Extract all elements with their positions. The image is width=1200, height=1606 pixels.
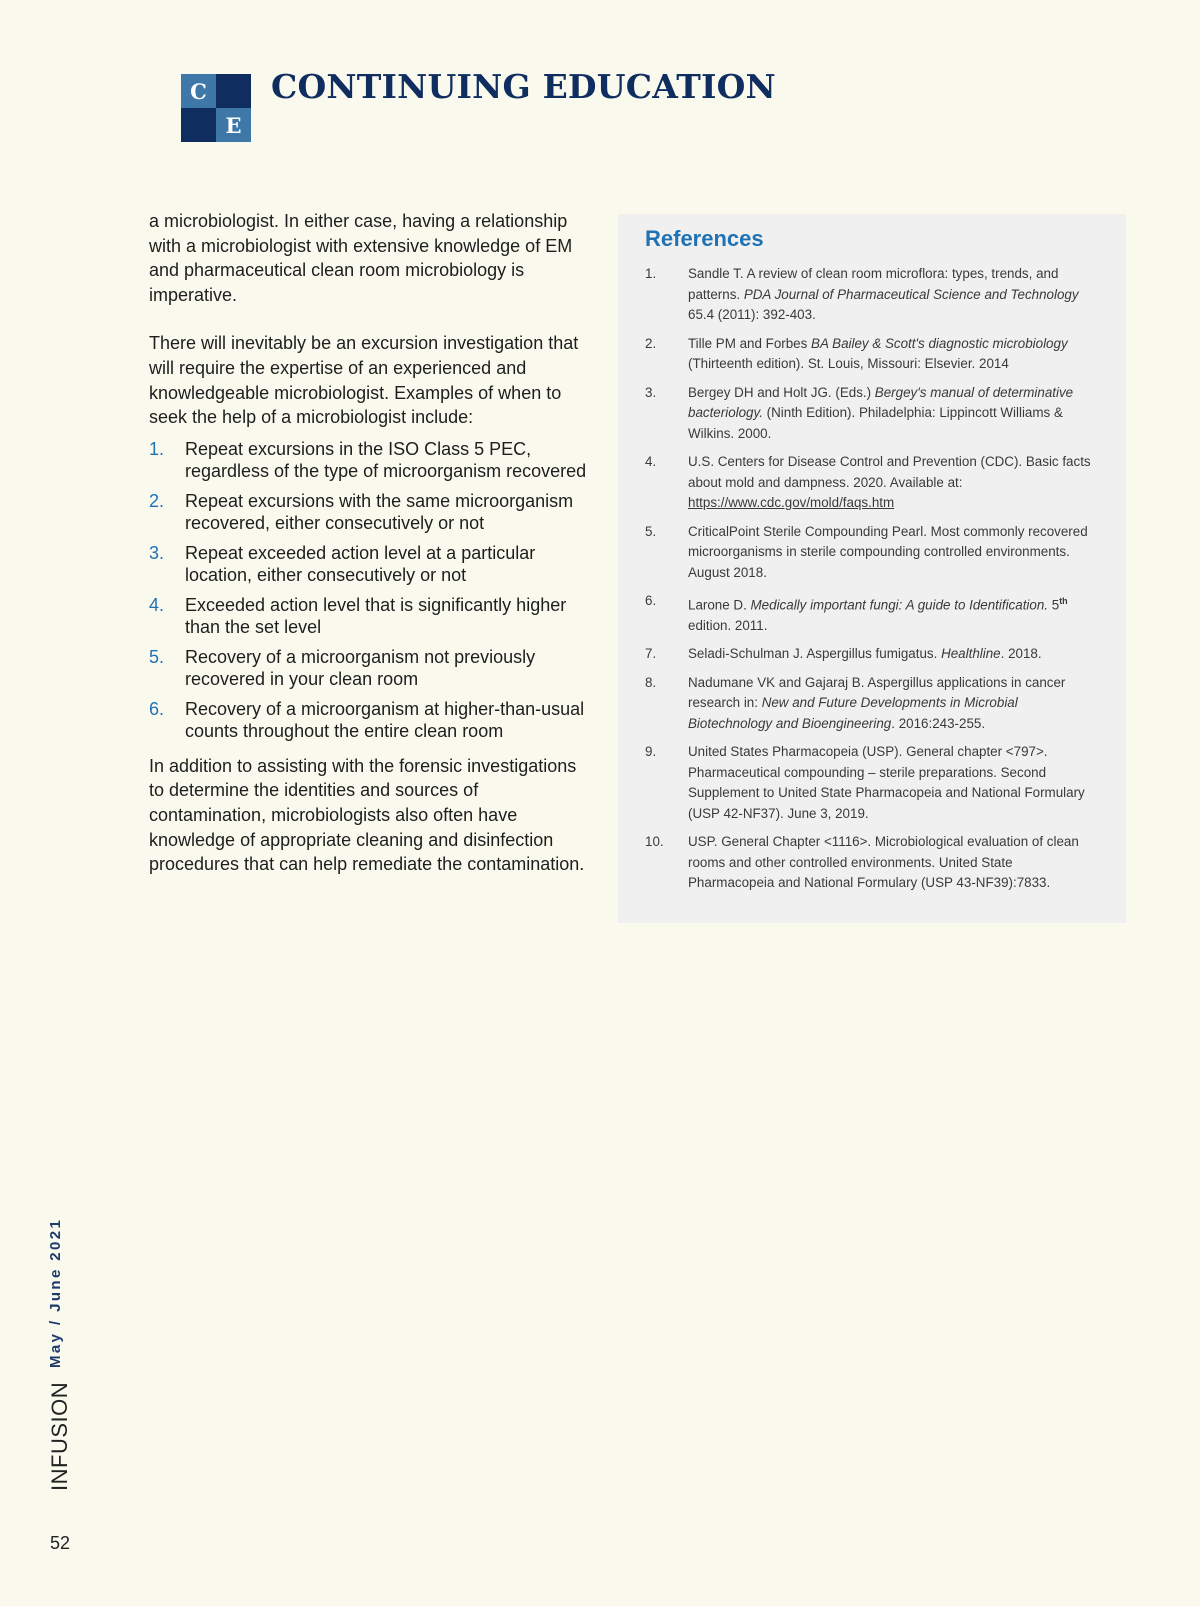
- list-text: Repeat excursions with the same microorganism recovered, either consecutively or not: [185, 490, 574, 534]
- ce-logo-letter-e: E: [216, 108, 251, 142]
- references-list: [645, 264, 1100, 902]
- paragraph: There will inevitably be an excursion investigation that will require the expertise of an experienced and knowledgeable microbiologist. Examples of when to seek the help of a microbiologist include:: [149, 333, 579, 428]
- list-number: 6.: [149, 698, 165, 719]
- numbered-list: [149, 438, 589, 743]
- reference-item: 5. CriticalPoint Sterile Compounding Pearl. Most commonly recovered microorganisms in sterile compounding controlled environments. August 2018.: [645, 523, 1088, 580]
- list-text: Repeat excursions in the ISO Class 5 PEC, regardless of the type of microorganism recovered: [185, 438, 587, 482]
- cdc-link[interactable]: https://www.cdc.gov/mold/faqs.htm: [688, 495, 895, 510]
- reference-item: 7. Seladi-Schulman J. Aspergillus fumigatus. Healthline. 2018.: [645, 646, 1042, 662]
- list-item: [149, 594, 589, 639]
- list-item: [149, 490, 589, 535]
- page-title: CONTINUING EDUCATION: [271, 67, 776, 106]
- references-title: References: [645, 226, 764, 251]
- reference-item: 9. United States Pharmacopeia (USP). General chapter <797>. Pharmaceutical compounding – sterile preparations. Second Supplement to United State Pharmacopeia and National Formulary (USP 42-NF37). June 3, 2019.: [645, 744, 1085, 821]
- ce-logo-block: [216, 74, 251, 108]
- reference-item: 10. USP. General Chapter <1116>. Microbiological evaluation of clean rooms and other controlled environments. United State Pharmacopeia and National Formulary (USP 43-NF39):7833.: [645, 834, 1079, 891]
- list-text: Exceeded action level that is significantly higher than the set level: [185, 594, 567, 638]
- list-number: 4.: [149, 594, 165, 615]
- reference-item: 1. Sandle T. A review of clean room microflora: types, trends, and patterns. PDA Journal of Pharmaceutical Science and Technology 65.4 (2011): 392-403.: [645, 266, 1079, 322]
- infusion-logo: INFUSION: [47, 1381, 72, 1491]
- reference-item: 6. Larone D. Medically important fungi: A guide to Identification. 5th edition. 2011.: [645, 593, 1068, 633]
- list-text: Recovery of a microorganism not previously recovered in your clean room: [185, 646, 536, 690]
- references-panel: [618, 214, 1126, 923]
- page-number: 52: [50, 1533, 71, 1553]
- reference-item: 4. U.S. Centers for Disease Control and Prevention (CDC). Basic facts about mold and dampness. 2020. Available at: https://www.cdc.gov/mold/faqs.htm: [645, 454, 1091, 510]
- reference-item: 3. Bergey DH and Holt JG. (Eds.) Bergey's manual of determinative bacteriology. (Ninth Edition). Philadelphia: Lippincott Williams & Wilkins. 2000.: [645, 384, 1074, 441]
- list-text: Repeat exceeded action level at a particular location, either consecutively or not: [185, 542, 536, 586]
- list-item: [149, 542, 589, 587]
- list-item: [149, 646, 589, 691]
- list-item: [149, 698, 589, 743]
- list-number: 2.: [149, 490, 165, 511]
- paragraph: a microbiologist. In either case, having a relationship with a microbiologist with extensive knowledge of EM and pharmaceutical clean room microbiology is imperative.: [149, 211, 573, 305]
- list-number: 3.: [149, 542, 165, 563]
- list-item: [149, 438, 589, 483]
- paragraph: In addition to assisting with the forensic investigations to determine the identities and sources of contamination, microbiologists also often have knowledge of appropriate cleaning and disinfection procedures that can help remediate the contamination.: [149, 755, 585, 875]
- ce-logo-block: [181, 108, 216, 142]
- list-text: Recovery of a microorganism at higher-than-usual counts throughout the entire clean room: [185, 698, 585, 742]
- reference-item: 8. Nadumane VK and Gajaraj B. Aspergillus applications in cancer research in: New and Future Developments in Microbial Biotechnology and Bioengineering. 2016:243-255.: [645, 674, 1066, 731]
- list-number: 1.: [149, 438, 165, 459]
- issue-date: May / June 2021: [47, 1217, 64, 1368]
- reference-item: 2. Tille PM and Forbes BA Bailey & Scott's diagnostic microbiology (Thirteenth edition). St. Louis, Missouri: Elsevier. 2014: [645, 335, 1068, 371]
- ce-logo: [181, 74, 251, 142]
- list-number: 5.: [149, 646, 165, 667]
- article-body: [149, 209, 589, 901]
- ce-logo-letter-c: C: [181, 74, 216, 108]
